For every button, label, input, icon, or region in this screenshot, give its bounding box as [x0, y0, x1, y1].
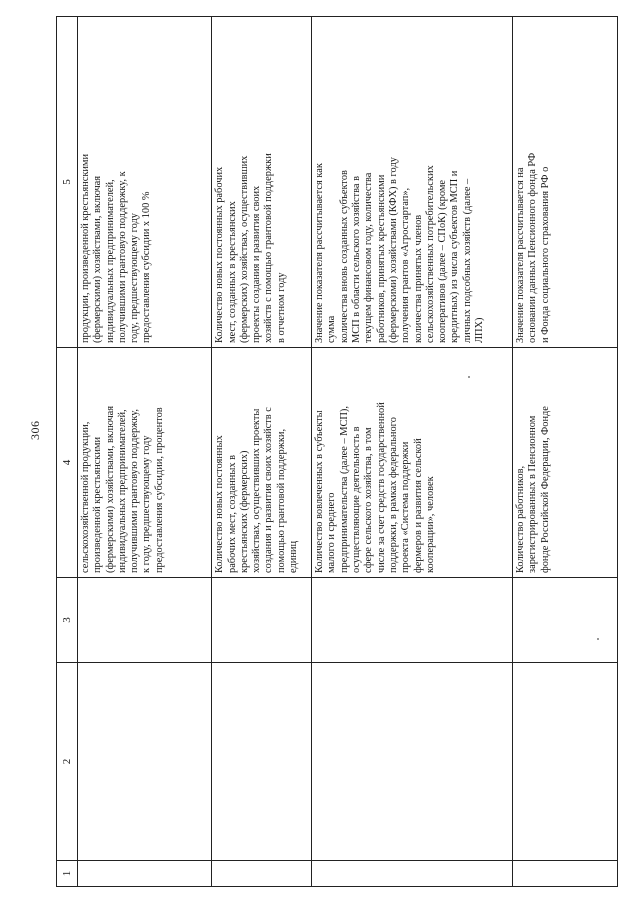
- page-number: 306: [28, 420, 42, 440]
- row-1-col-3: [78, 578, 212, 663]
- table-row: [513, 17, 618, 887]
- row-3-col-2: [312, 663, 513, 861]
- table-row: [78, 17, 212, 887]
- header-col-4: 4: [57, 348, 78, 578]
- row-3-col-1: [312, 861, 513, 887]
- header-col-3: 3: [57, 578, 78, 663]
- header-col-2: 2: [57, 663, 78, 861]
- row-4-calculation-method: Значение показателя рассчитывается на основании данных Пенсионного фонда РФ и Фонда социального страхования РФ о: [513, 17, 618, 348]
- row-1-calculation-method: продукции, произведенной крестьянскими (фермерскими) хозяйствами, включая индивидуальных предпринимателей, получившими грантовую поддержку, к году, предшествующему году предоставления субсидии х 100 %: [78, 17, 212, 348]
- row-2-calculation-method: Количество новых постоянных рабочих мест, созданных в крестьянских (фермерских) хозяйствах, осуществивших проекты создания и развития своих хозяйств с помощью грантовой поддержки в отчетном году: [212, 17, 312, 348]
- row-3-indicator-name: Количество вовлеченных в субъекты малого и среднего предпринимательства (далее – МСП), осуществляющие деятельность в сфере сельского хозяйства, в том числе за счет средств государственной поддержки, в рамках федерального проекта «Система поддержки фермеров и развития сельской кооперации», человек: [312, 348, 513, 578]
- header-col-5: 5: [57, 17, 78, 348]
- row-4-col-2: [513, 663, 618, 861]
- row-1-col-2: [78, 663, 212, 861]
- scan-speck: [597, 638, 599, 640]
- row-2-col-3: [212, 578, 312, 663]
- row-2-indicator-name: Количество новых постоянных рабочих мест, созданных в крестьянских (фермерских) хозяйствах, осуществивших проекты создания и развития своих хозяйств с помощью грантовой поддержки, единиц: [212, 348, 312, 578]
- indicator-table: [56, 16, 618, 887]
- row-4-col-1: [513, 861, 618, 887]
- row-4-col-3: [513, 578, 618, 663]
- header-col-1: 1: [57, 861, 78, 887]
- row-3-col-3: [312, 578, 513, 663]
- row-3-calculation-method: Значение показателя рассчитывается как сумма количества вновь созданных субъектов МСП в области сельского хозяйства в текущем финансовом году, количества работников, принятых крестьянскими (фермерскими) хозяйствами (КФХ) в году получения грантов «Агростартап», количества принятых членов сельскохозяйственных потребительских кооперативов (далее – СПоК) (кроме кредитных) из числа субъектов МСП и личных подсобных хозяйств (далее – ЛПХ): [312, 17, 513, 348]
- row-1-col-1: [78, 861, 212, 887]
- row-1-indicator-name: сельскохозяйственной продукции, произведенной крестьянскими (фермерскими) хозяйствами, включая индивидуальных предпринимателей, получившими грантовую поддержку, к году, предшествующему году предоставления субсидии, процентов: [78, 348, 212, 578]
- scan-speck: [468, 376, 470, 378]
- table-row: [312, 17, 513, 887]
- row-2-col-1: [212, 861, 312, 887]
- rotated-table-container: [56, 17, 618, 887]
- table-header-row: [57, 17, 78, 887]
- row-4-indicator-name: Количество работников, зарегистрированных в Пенсионном фонде Российской Федерации, Фонде: [513, 348, 618, 578]
- table-row: [212, 17, 312, 887]
- row-2-col-2: [212, 663, 312, 861]
